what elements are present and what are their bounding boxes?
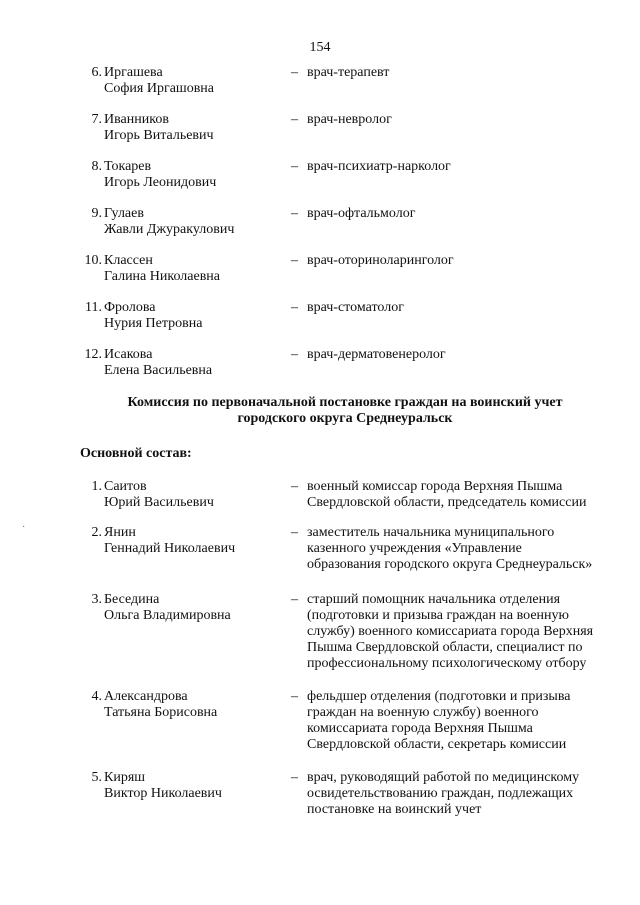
dash: –: [291, 770, 298, 785]
person-name: [104, 159, 284, 191]
surname: Исакова: [104, 347, 153, 362]
given-name: Нурия Петровна: [104, 316, 203, 331]
section-title-line: городского округа Среднеуральск: [237, 411, 453, 426]
item-number: 6.: [91, 65, 102, 80]
surname: Иванников: [104, 112, 169, 127]
surname: Классен: [104, 253, 153, 268]
role: врач-психиатр-нарколог: [307, 159, 451, 174]
role: врач-дерматовенеролог: [307, 347, 446, 362]
dash: –: [291, 347, 298, 362]
role: врач-терапевт: [307, 65, 390, 80]
dash: –: [291, 65, 298, 80]
role-line: освидетельствованию граждан, подлежащих: [307, 786, 574, 801]
item-number: 7.: [91, 112, 102, 127]
role: врач-стоматолог: [307, 300, 404, 315]
given-name: София Иргашовна: [104, 81, 215, 96]
role: врач-невролог: [307, 112, 392, 127]
given-name: Игорь Витальевич: [104, 128, 214, 143]
dash: –: [291, 525, 298, 540]
surname: Янин: [104, 525, 136, 540]
role-line: Свердловской области, председатель комиссии: [307, 495, 587, 510]
item-number: 2.: [91, 525, 102, 540]
person-name: [104, 592, 284, 624]
given-name: Игорь Леонидович: [104, 175, 217, 190]
section-title-line: Комиссия по первоначальной постановке граждан на воинский учет: [127, 395, 563, 410]
role-line: комиссариата города Верхняя Пышма: [307, 721, 533, 736]
role-line: профессиональному психологическому отбору: [307, 656, 587, 671]
dash: –: [291, 112, 298, 127]
item-number: 8.: [91, 159, 102, 174]
given-name: Елена Васильевна: [104, 363, 213, 378]
role: [307, 479, 622, 511]
role: [307, 525, 622, 573]
role: [307, 689, 622, 753]
person-name: [104, 65, 284, 97]
item-number: 12.: [84, 347, 102, 362]
surname: Токарев: [104, 159, 152, 174]
role-line: образования городского округа Среднеуральск»: [307, 557, 593, 572]
surname: Киряш: [104, 770, 146, 785]
section-title: [60, 395, 630, 427]
role-line: военный комиссар города Верхняя Пышма: [307, 479, 563, 494]
item-number: 5.: [91, 770, 102, 785]
role-line: казенного учреждения «Управление: [307, 541, 522, 556]
given-name: Галина Николаевна: [104, 269, 221, 284]
role-line: постановке на воинский учет: [307, 802, 482, 817]
item-number: 10.: [84, 253, 102, 268]
role-line: старший помощник начальника отделения: [307, 592, 561, 607]
page-number: 154: [309, 40, 331, 55]
given-name: Ольга Владимировна: [104, 608, 231, 623]
dash: –: [291, 300, 298, 315]
given-name: Геннадий Николаевич: [104, 541, 236, 556]
dash: –: [291, 592, 298, 607]
person-name: [104, 253, 284, 285]
surname: Фролова: [104, 300, 156, 315]
person-name: [104, 525, 284, 557]
person-name: [104, 347, 284, 379]
role: [307, 592, 622, 672]
role: [307, 770, 622, 818]
surname: Иргашева: [104, 65, 163, 80]
surname: Саитов: [104, 479, 147, 494]
person-name: [104, 112, 284, 144]
margin-mark: ·: [22, 522, 26, 533]
surname: Гулаев: [104, 206, 144, 221]
role-line: фельдшер отделения (подготовки и призыва: [307, 689, 571, 704]
item-number: 1.: [91, 479, 102, 494]
given-name: Жавли Джуракулович: [104, 222, 235, 237]
person-name: [104, 689, 284, 721]
person-name: [104, 770, 284, 802]
role-line: Свердловской области, секретарь комиссии: [307, 737, 567, 752]
dash: –: [291, 253, 298, 268]
role-line: заместитель начальника муниципального: [307, 525, 555, 540]
item-number: 4.: [91, 689, 102, 704]
role-line: (подготовки и призыва граждан на военную: [307, 608, 569, 623]
role: врач-оториноларинголог: [307, 253, 454, 268]
dash: –: [291, 479, 298, 494]
role: врач-офтальмолог: [307, 206, 416, 221]
given-name: Юрий Васильевич: [104, 495, 214, 510]
surname: Беседина: [104, 592, 160, 607]
item-number: 9.: [91, 206, 102, 221]
person-name: [104, 479, 284, 511]
given-name: Татьяна Борисовна: [104, 705, 218, 720]
role-line: граждан на военную службу) военного: [307, 705, 539, 720]
item-number: 11.: [85, 300, 102, 315]
dash: –: [291, 206, 298, 221]
subheading: Основной состав:: [80, 446, 192, 461]
given-name: Виктор Николаевич: [104, 786, 222, 801]
dash: –: [291, 159, 298, 174]
item-number: 3.: [91, 592, 102, 607]
person-name: [104, 206, 284, 238]
role-line: врач, руководящий работой по медицинскому: [307, 770, 580, 785]
dash: –: [291, 689, 298, 704]
role-line: службу) военного комиссариата города Верхняя: [307, 624, 594, 639]
role-line: Пышма Свердловской области, специалист по: [307, 640, 583, 655]
person-name: [104, 300, 284, 332]
surname: Александрова: [104, 689, 188, 704]
